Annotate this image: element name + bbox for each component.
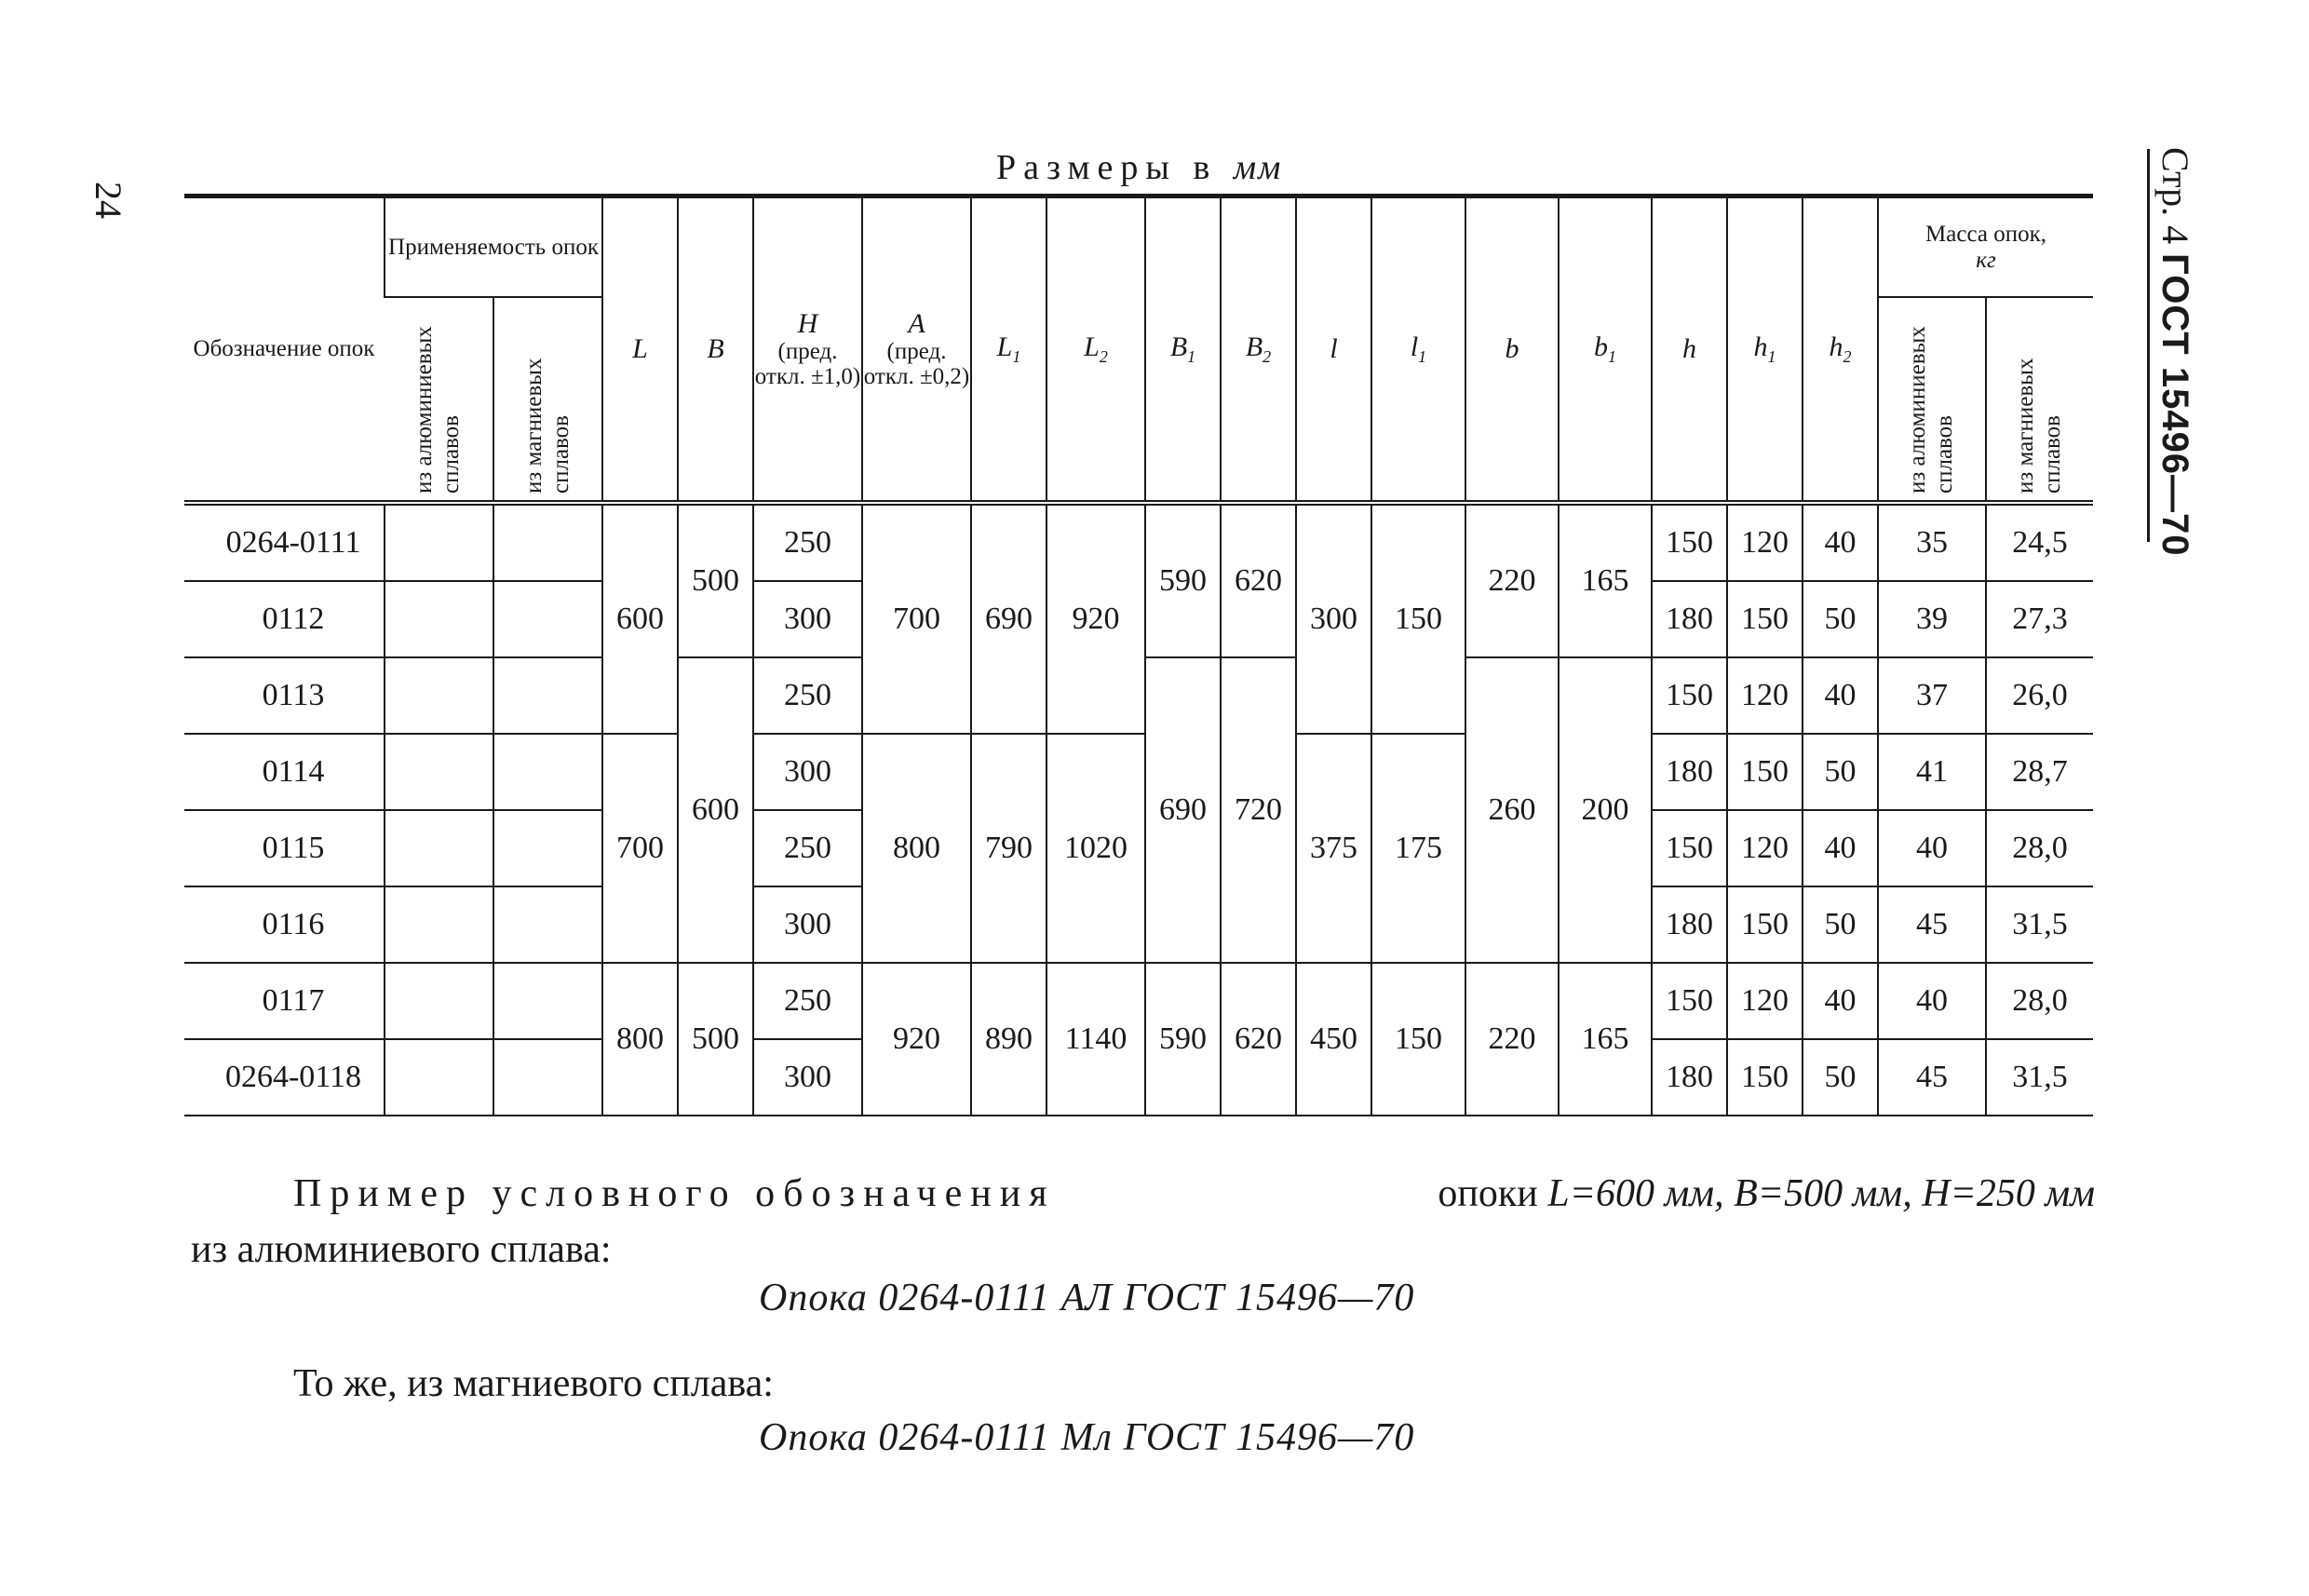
cell-mass-mg: 24,5 (1986, 503, 2093, 581)
cell-mass-al: 39 (1878, 581, 1986, 657)
cell-h: 180 (1652, 581, 1727, 657)
example-continuation: из алюминиевого сплава: (191, 1228, 612, 1271)
cell-app-al (385, 581, 493, 657)
example-designation-magnesium: Опока 0264-0111 Мл ГОСТ 15496—70 (759, 1416, 1415, 1459)
caption-text: Размеры в (996, 148, 1218, 187)
cell-l: 450 (1296, 963, 1371, 1116)
cell-h: 150 (1652, 503, 1727, 581)
cell-code: 0112 (184, 581, 385, 657)
header-B: B (678, 196, 753, 503)
cell-app-al (385, 734, 493, 810)
example-H: H=250 (1922, 1172, 2035, 1215)
side-header-rule (2147, 149, 2150, 542)
cell-b: 260 (1465, 657, 1559, 963)
header-H: H (пред. откл. ±1,0) (753, 196, 862, 503)
cell-h1: 120 (1727, 810, 1803, 886)
cell-H: 300 (753, 734, 862, 810)
cell-app-al (385, 657, 493, 734)
header-app-aluminum: из алюминиевых сплавов (385, 297, 493, 503)
cell-app-al (385, 963, 493, 1039)
cell-H: 250 (753, 810, 862, 886)
cell-l: 300 (1296, 503, 1371, 734)
example-intro-rest: опоки (1438, 1172, 1538, 1215)
cell-H: 250 (753, 503, 862, 581)
header-mass-aluminum: из алюминиевых сплавов (1878, 297, 1986, 503)
table-caption (996, 147, 1282, 188)
cell-h: 150 (1652, 810, 1727, 886)
cell-code: 0117 (184, 963, 385, 1039)
cell-app-mg (493, 1039, 602, 1116)
cell-h1: 150 (1727, 581, 1803, 657)
cell-code: 0115 (184, 810, 385, 886)
header-b: b (1465, 196, 1559, 503)
cell-app-mg (493, 810, 602, 886)
cell-H: 250 (753, 963, 862, 1039)
cell-L1: 890 (971, 963, 1046, 1116)
cell-mass-mg: 31,5 (1986, 1039, 2093, 1116)
cell-B2: 620 (1221, 963, 1296, 1116)
header-l: l (1296, 196, 1371, 503)
cell-mass-al: 41 (1878, 734, 1986, 810)
cell-h: 180 (1652, 886, 1727, 963)
header-mass-magnesium: из магниевых сплавов (1986, 297, 2093, 503)
header-B2: $B_2$ (1221, 196, 1296, 503)
cell-L2: 1020 (1046, 734, 1145, 963)
example-designation-aluminum: Опока 0264-0111 АЛ ГОСТ 15496—70 (759, 1277, 1415, 1319)
cell-h2: 40 (1803, 503, 1878, 581)
cell-h2: 50 (1803, 734, 1878, 810)
cell-l1: 150 (1371, 503, 1465, 734)
cell-l1: 150 (1371, 963, 1465, 1116)
cell-mass-al: 40 (1878, 963, 1986, 1039)
cell-L2: 920 (1046, 503, 1145, 734)
header-A: A (пред. откл. ±0,2) (862, 196, 971, 503)
header-h2: $h_2$ (1803, 196, 1878, 503)
cell-h1: 120 (1727, 503, 1803, 581)
cell-h1: 120 (1727, 963, 1803, 1039)
cell-h2: 50 (1803, 581, 1878, 657)
cell-B: 600 (678, 657, 753, 963)
cell-B2: 620 (1221, 503, 1296, 657)
cell-mass-al: 45 (1878, 1039, 1986, 1116)
cell-b: 220 (1465, 503, 1559, 657)
cell-h1: 120 (1727, 657, 1803, 734)
cell-mass-al: 45 (1878, 886, 1986, 963)
cell-B: 500 (678, 963, 753, 1116)
header-h: h (1652, 196, 1727, 503)
cell-mass-mg: 28,7 (1986, 734, 2093, 810)
cell-B: 500 (678, 503, 753, 657)
cell-h2: 50 (1803, 1039, 1878, 1116)
example-unit-1: мм, (1664, 1172, 1724, 1215)
cell-app-mg (493, 734, 602, 810)
cell-app-mg (493, 886, 602, 963)
table-row (184, 503, 2093, 581)
cell-code: 0116 (184, 886, 385, 963)
cell-l1: 175 (1371, 734, 1465, 963)
cell-code: 0264-0111 (225, 524, 361, 560)
cell-B1: 590 (1145, 963, 1221, 1116)
cell-h2: 40 (1803, 810, 1878, 886)
cell-h1: 150 (1727, 1039, 1803, 1116)
cell-h2: 40 (1803, 963, 1878, 1039)
cell-code: 0264-0118 (184, 1039, 385, 1116)
cell-mass-al: 37 (1878, 657, 1986, 734)
example-intro (293, 1171, 2095, 1216)
header-h1: $h_1$ (1727, 196, 1803, 503)
cell-l: 375 (1296, 734, 1371, 963)
header-B1: $B_1$ (1145, 196, 1221, 503)
cell-H: 300 (753, 1039, 862, 1116)
cell-H: 300 (753, 886, 862, 963)
example-dimensions (1438, 1171, 2095, 1216)
caption-unit: мм (1233, 148, 1283, 187)
cell-b1: 200 (1559, 657, 1652, 963)
cell-code: 0114 (184, 734, 385, 810)
cell-B2: 720 (1221, 657, 1296, 963)
side-header (2154, 147, 2197, 557)
header-app-magnesium: из магниевых сплавов (493, 297, 602, 503)
cell-L: 700 (602, 734, 678, 963)
cell-L2: 1140 (1046, 963, 1145, 1116)
example-unit-3: мм (2045, 1172, 2095, 1215)
table-row (184, 734, 2093, 810)
cell-H: 250 (753, 657, 862, 734)
example-B: B=500 (1734, 1172, 1843, 1215)
example-intro-spaced: Пример условного обозначения (293, 1172, 1056, 1215)
example-L: L=600 (1547, 1172, 1654, 1215)
cell-B1: 590 (1145, 503, 1221, 657)
side-header-prefix: Стр. 4 (2154, 147, 2196, 245)
cell-app-al (385, 503, 493, 581)
table-body (184, 503, 2093, 1116)
cell-h2: 40 (1803, 657, 1878, 734)
side-header-standard: ГОСТ 15496—70 (2154, 253, 2195, 557)
table-row (184, 963, 2093, 1039)
cell-h: 180 (1652, 734, 1727, 810)
cell-h1: 150 (1727, 886, 1803, 963)
cell-mass-mg: 31,5 (1986, 886, 2093, 963)
example-unit-2: мм, (1852, 1172, 1912, 1215)
header-applicability: Применяемость опок (385, 196, 602, 298)
header-L1: $L_1$ (971, 196, 1046, 503)
cell-mass-mg: 28,0 (1986, 810, 2093, 886)
cell-app-mg (493, 503, 602, 581)
cell-h1: 150 (1727, 734, 1803, 810)
cell-b: 220 (1465, 963, 1559, 1116)
cell-app-al (385, 810, 493, 886)
header-designation: Обозначение опок (184, 196, 385, 503)
cell-L: 600 (602, 503, 678, 734)
cell-L: 800 (602, 963, 678, 1116)
cell-A: 800 (862, 734, 971, 963)
example-same-text: То же, из магниевого сплава: (293, 1362, 774, 1405)
cell-mass-mg: 28,0 (1986, 963, 2093, 1039)
cell-app-al (385, 1039, 493, 1116)
cell-mass-al: 40 (1878, 810, 1986, 886)
cell-app-mg (493, 657, 602, 734)
cell-L1: 790 (971, 734, 1046, 963)
cell-mass-mg: 27,3 (1986, 581, 2093, 657)
cell-b1: 165 (1559, 503, 1652, 657)
cell-H: 300 (753, 581, 862, 657)
header-L2: $L_2$ (1046, 196, 1145, 503)
dimensions-table (184, 194, 2093, 1116)
cell-h: 150 (1652, 963, 1727, 1039)
header-mass: Масса опок, кг (1878, 196, 2093, 298)
cell-code: 0113 (184, 657, 385, 734)
page-number: 24 (88, 182, 129, 219)
cell-mass-al: 35 (1878, 503, 1986, 581)
cell-app-mg (493, 581, 602, 657)
cell-mass-mg: 26,0 (1986, 657, 2093, 734)
cell-app-mg (493, 963, 602, 1039)
header-L: L (602, 196, 678, 503)
cell-A: 700 (862, 503, 971, 734)
cell-h: 150 (1652, 657, 1727, 734)
header-l1: $l_1$ (1371, 196, 1465, 503)
cell-h2: 50 (1803, 886, 1878, 963)
header-b1: $b_1$ (1559, 196, 1652, 503)
cell-h: 180 (1652, 1039, 1727, 1116)
table-header (184, 196, 2093, 503)
cell-app-al (385, 886, 493, 963)
cell-A: 920 (862, 963, 971, 1116)
cell-L1: 690 (971, 503, 1046, 734)
cell-b1: 165 (1559, 963, 1652, 1116)
cell-B1: 690 (1145, 657, 1221, 963)
